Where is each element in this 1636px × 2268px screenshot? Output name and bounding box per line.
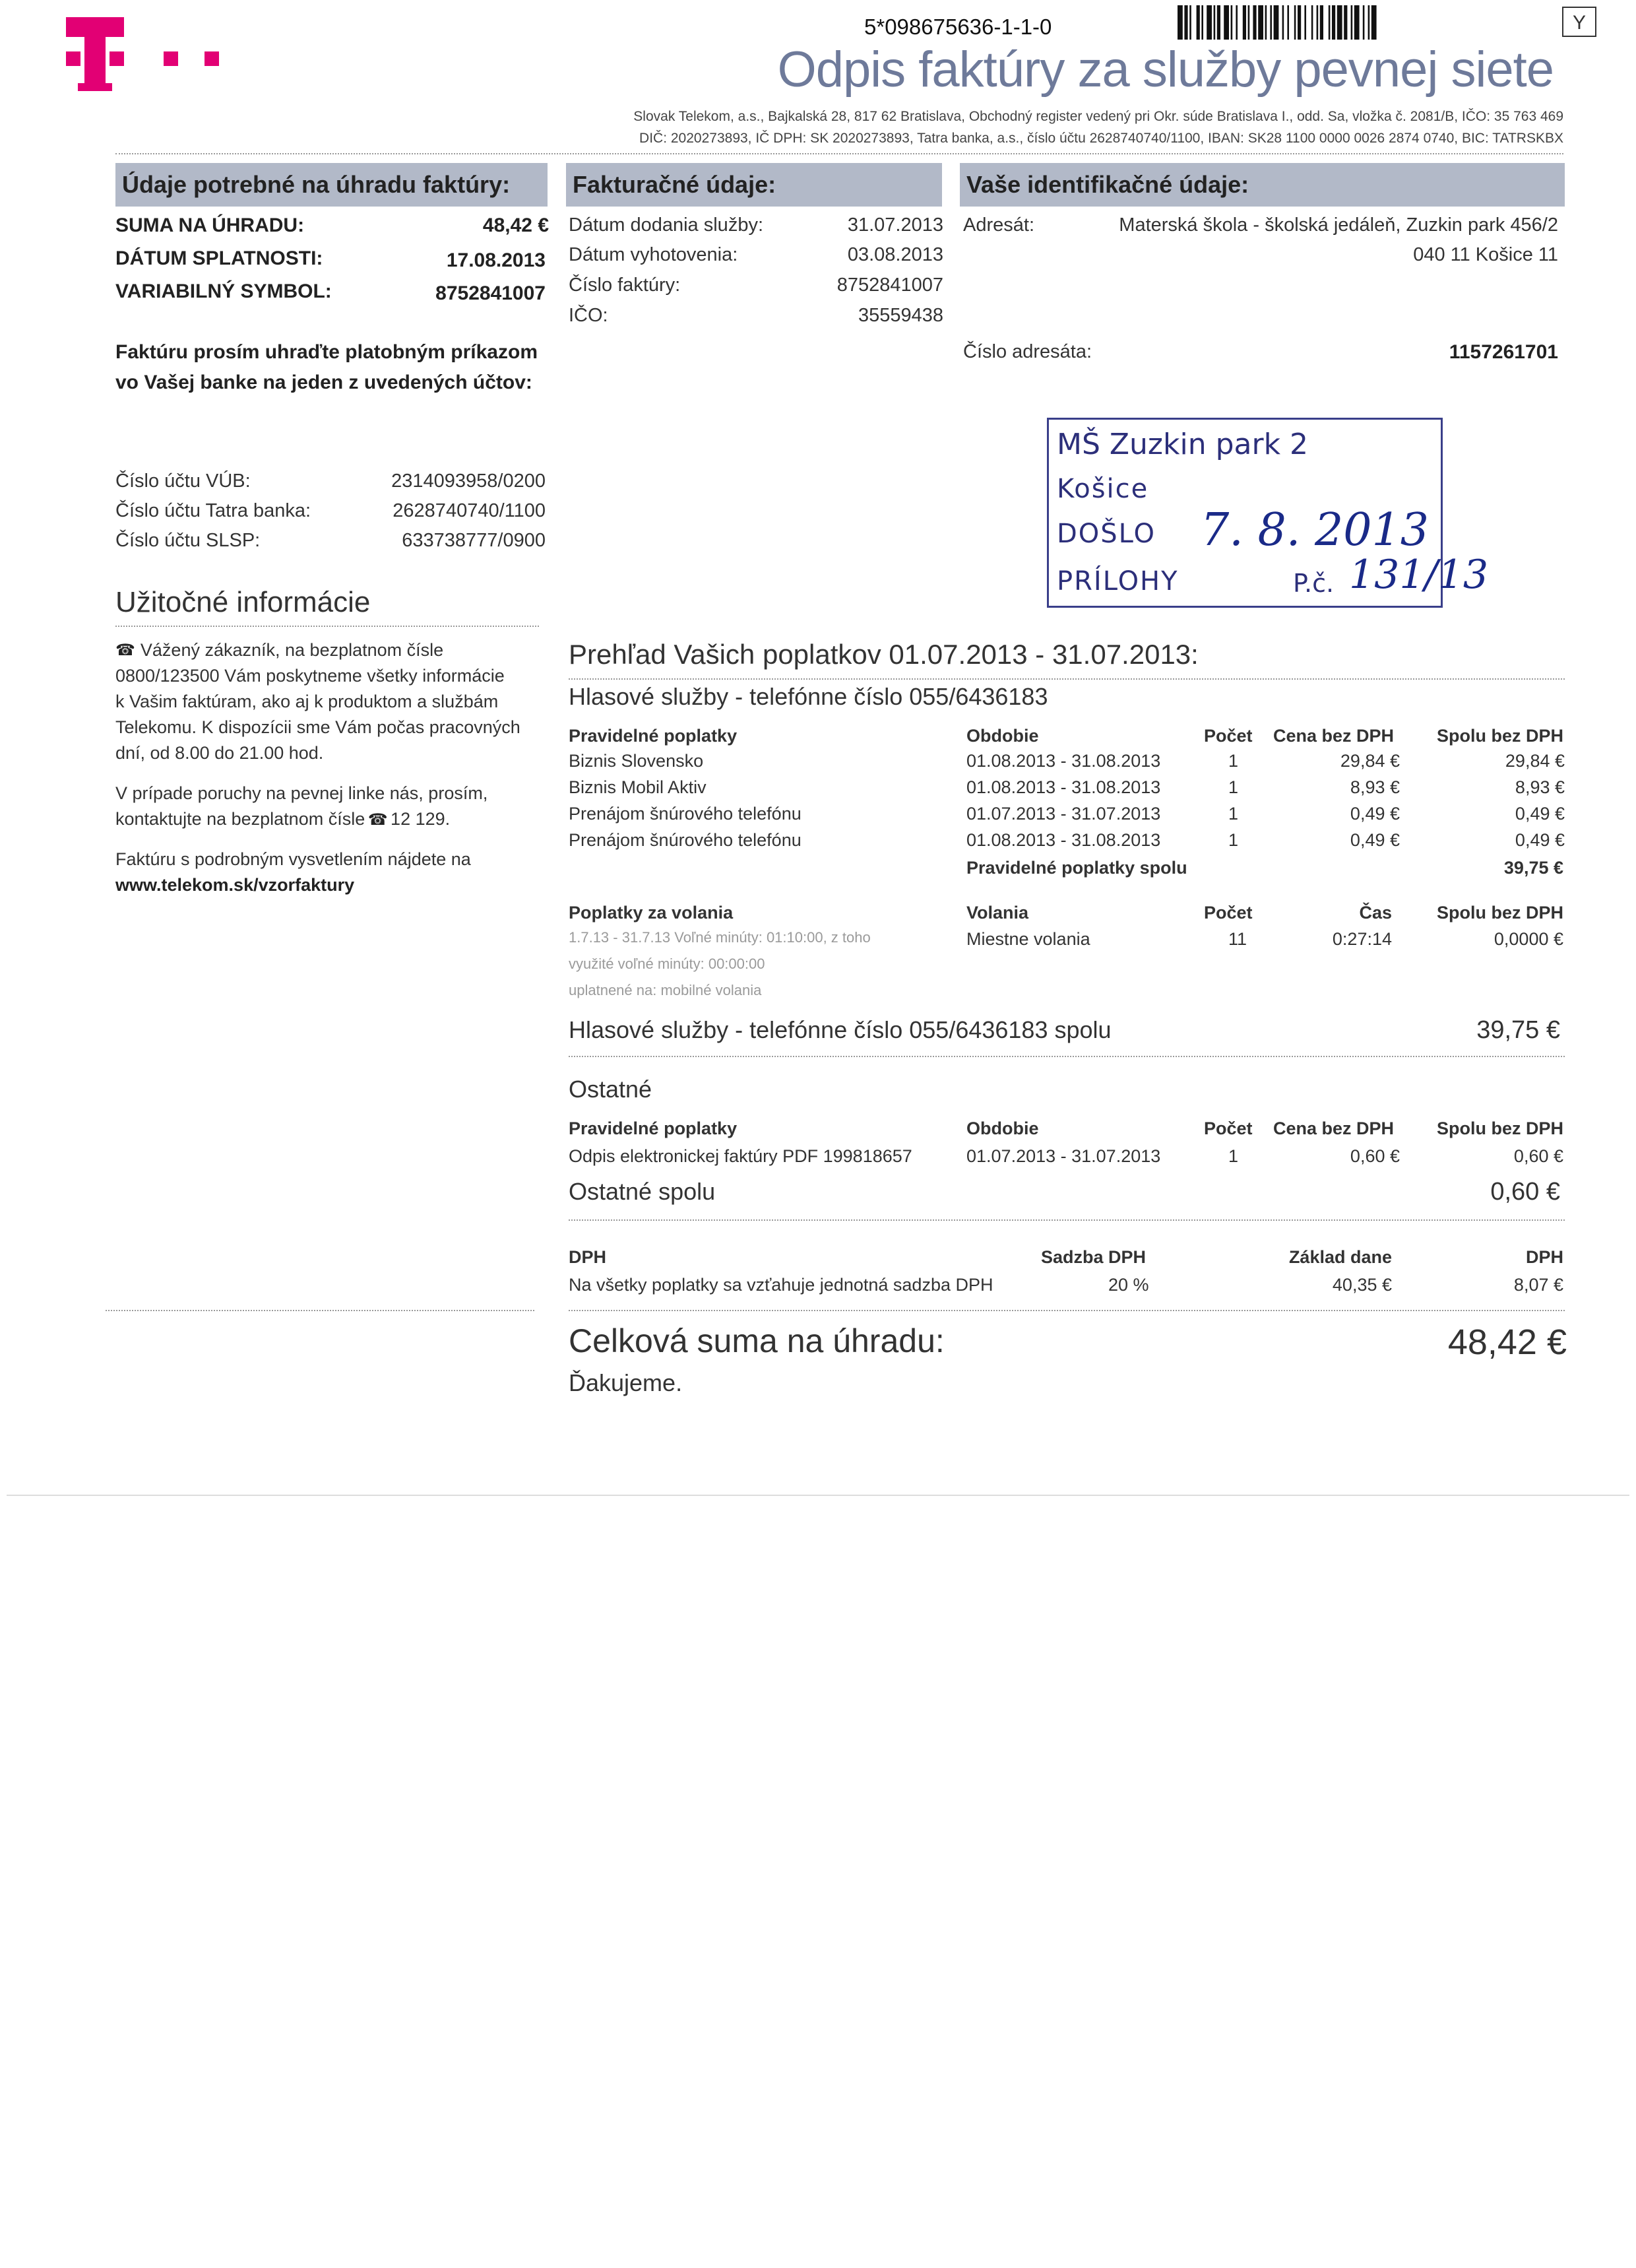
barcode-bar	[1320, 5, 1323, 40]
barcode-bar	[1178, 5, 1183, 40]
payment-instruction: Faktúru prosím uhraďte platobným príkazom	[115, 341, 538, 363]
stamp-line: Košice	[1057, 474, 1149, 504]
overview-divider	[569, 678, 1565, 680]
payment-label: VARIABILNÝ SYMBOL:	[115, 280, 332, 302]
stamp-pc-label: P.č.	[1293, 569, 1335, 598]
barcode-bar	[1236, 5, 1238, 40]
header-divider	[115, 153, 1563, 154]
col-header: Cena bez DPH	[1273, 1118, 1395, 1138]
barcode-bar	[1311, 5, 1313, 40]
regular-sum-label: Pravidelné poplatky spolu	[966, 858, 1187, 878]
useful-line	[115, 809, 538, 829]
useful-text: 0800/123500 Vám poskytneme všetky informácie	[115, 666, 505, 686]
row-name: Prenájom šnúrového telefónu	[569, 804, 802, 824]
barcode-bar	[1371, 5, 1377, 40]
row-period: 01.08.2013 - 31.08.2013	[966, 751, 1161, 771]
scan-edge-line	[7, 1495, 1629, 1496]
useful-text: 12 129.	[391, 809, 451, 829]
other-heading: Ostatné	[569, 1076, 652, 1103]
vat-name: Na všetky poplatky sa vzťahuje jednotná sadzba DPH	[569, 1275, 993, 1295]
useful-divider	[115, 626, 539, 627]
col-header: Obdobie	[966, 726, 1039, 746]
payment-value: 48,42 €	[482, 214, 549, 236]
barcode-bar	[1344, 5, 1347, 40]
other-period: 01.07.2013 - 31.07.2013	[966, 1146, 1161, 1166]
other-name: Odpis elektronickej faktúry PDF 199818657	[569, 1146, 912, 1166]
table-row	[569, 751, 1565, 777]
account-value: 2628740740/1100	[393, 500, 546, 521]
handwritten-number: 131/13	[1349, 552, 1489, 598]
account-value: 2314093958/0200	[391, 470, 546, 492]
col-header: Poplatky za volania	[569, 903, 734, 923]
handwritten-date: 7. 8. 2013	[1201, 504, 1430, 556]
barcode-bar	[1287, 5, 1289, 40]
col-header: Počet	[1204, 726, 1253, 746]
addressee-label: Adresát:	[963, 214, 1034, 236]
row-total: 0,49 €	[1515, 830, 1565, 850]
barcode-bar	[1274, 5, 1279, 40]
useful-text: Telekomu. K dispozícii sme Vám počas pracovných	[115, 717, 520, 737]
vat-base: 40,35 €	[1332, 1275, 1392, 1295]
addressee-number-label: Číslo adresáta:	[963, 341, 1092, 362]
useful-text: V prípade poruchy na pevnej linke nás, prosím,	[115, 783, 488, 803]
barcode-bar	[1207, 5, 1212, 40]
account-label: Číslo účtu SLSP:	[115, 530, 261, 551]
vat-rate: 20 %	[1108, 1275, 1149, 1295]
col-header: DPH	[1525, 1247, 1563, 1267]
regular-rows	[569, 751, 1565, 857]
addressee-address: 040 11 Košice 11	[1413, 244, 1558, 265]
stamp-line: DOŠLO	[1057, 519, 1156, 549]
overview-title: Prehľad Vašich poplatkov 01.07.2013 - 31.07.2013:	[569, 639, 1199, 670]
useful-line	[115, 640, 538, 661]
phone-icon: ☎	[367, 811, 388, 829]
barcode-bar	[1265, 5, 1267, 40]
payment-label: DÁTUM SPLATNOSTI:	[115, 247, 323, 269]
col-header: Obdobie	[966, 1118, 1039, 1138]
legal-line-1: Slovak Telekom, a.s., Bajkalská 28, 817 62 Bratislava, Obchodný register vedený pri Okr. súde Bratislava I., odd. Sa, vložka č. 2081/B, IČO: 35 763 469	[633, 109, 1563, 124]
row-price: 8,93 €	[1350, 777, 1400, 797]
col-header: Počet	[1204, 903, 1253, 923]
thanks-text: Ďakujeme.	[569, 1369, 683, 1396]
useful-text: kontaktujte na bezplatnom čísle	[115, 809, 365, 829]
barcode-bar	[1298, 5, 1301, 40]
invoice-value: 31.07.2013	[847, 214, 943, 236]
voice-heading: Hlasové služby - telefónne číslo 055/6436183	[569, 683, 1048, 710]
other-count: 1	[1228, 1146, 1239, 1166]
barcode-bar	[1363, 5, 1365, 40]
barcode-bar	[1243, 5, 1246, 40]
invoice-label: IČO:	[569, 305, 608, 326]
useful-text: Vážený zákazník, na bezplatnom čísle	[140, 640, 444, 660]
invoice-value: 03.08.2013	[847, 244, 943, 265]
y-box: Y	[1562, 7, 1596, 37]
addressee-name: Materská škola - školská jedáleň, Zuzkin park 456/2	[1119, 214, 1558, 236]
barcode-bar	[1189, 5, 1191, 40]
barcode-bar	[1231, 5, 1233, 40]
stamp-line: MŠ Zuzkin park 2	[1057, 428, 1309, 461]
col-header: Spolu bez DPH	[1436, 726, 1563, 746]
other-total: 0,60 €	[1513, 1146, 1563, 1166]
row-price: 0,49 €	[1350, 804, 1400, 824]
other-sum-value: 0,60 €	[1490, 1178, 1560, 1206]
addressee-number: 1157261701	[1449, 341, 1558, 363]
row-count: 1	[1228, 751, 1239, 771]
call-note: uplatnené na: mobilné volania	[569, 982, 762, 998]
account-label: Číslo účtu Tatra banka:	[115, 500, 311, 521]
vat-divider	[569, 1310, 1565, 1311]
row-period: 01.07.2013 - 31.07.2013	[966, 804, 1161, 824]
other-sum-label: Ostatné spolu	[569, 1178, 716, 1205]
invoice-label: Dátum dodania služby:	[569, 214, 763, 236]
barcode-bar	[1304, 5, 1306, 40]
col-header: Počet	[1204, 1118, 1253, 1138]
invoice-value: 8752841007	[836, 275, 943, 296]
col-header: Čas	[1359, 903, 1392, 923]
barcode	[1178, 5, 1527, 40]
barcode-bar	[1351, 5, 1353, 40]
useful-info-text	[115, 640, 538, 895]
row-period: 01.08.2013 - 31.08.2013	[966, 777, 1161, 797]
col-header: Spolu bez DPH	[1436, 903, 1563, 923]
barcode-bar	[1248, 5, 1250, 40]
received-stamp	[1047, 418, 1489, 608]
other-divider	[569, 1219, 1565, 1221]
table-row	[569, 830, 1565, 857]
barcode-bar	[1337, 5, 1342, 40]
row-name: Biznis Slovensko	[569, 751, 704, 771]
other-price: 0,60 €	[1350, 1146, 1400, 1166]
barcode-bar	[1197, 5, 1200, 40]
col-header: Sadzba DPH	[1041, 1247, 1147, 1267]
row-price: 0,49 €	[1350, 830, 1400, 850]
useful-text: k Vašim faktúram, ako aj k produktom a službám	[115, 692, 499, 711]
barcode-bar	[1258, 5, 1263, 40]
table-row	[569, 804, 1565, 830]
call-note: 1.7.13 - 31.7.13 Voľné minúty: 01:10:00, z toho	[569, 929, 871, 946]
identification-heading: Vaše identifikačné údaje:	[960, 163, 1565, 207]
payment-instruction: vo Vašej banke na jeden z uvedených účtov:	[115, 372, 532, 393]
call-note: využité voľné minúty: 00:00:00	[569, 956, 765, 972]
barcode-bar	[1201, 5, 1203, 40]
barcode-bar	[1184, 5, 1187, 40]
account-label: Číslo účtu VÚB:	[115, 470, 251, 492]
barcode-bar	[1294, 5, 1296, 40]
row-period: 01.08.2013 - 31.08.2013	[966, 830, 1161, 850]
useful-info-heading: Užitočné informácie	[115, 586, 371, 618]
voice-divider	[569, 1056, 1565, 1057]
row-count: 1	[1228, 830, 1239, 850]
barcode-bar	[1224, 5, 1229, 40]
barcode-bar	[1317, 5, 1319, 40]
useful-text: Faktúru s podrobným vysvetlením nájdete na	[115, 849, 471, 869]
call-name: Miestne volania	[966, 929, 1090, 949]
col-header: Spolu bez DPH	[1436, 1118, 1563, 1138]
grand-total-value: 48,42 €	[1447, 1322, 1567, 1362]
barcode-bar	[1253, 5, 1256, 40]
barcode-bar	[1217, 5, 1220, 40]
col-header: Základ dane	[1288, 1247, 1392, 1267]
payment-value: 8752841007	[435, 282, 546, 304]
vat-value: 8,07 €	[1513, 1275, 1563, 1295]
voice-sum-label: Hlasové služby - telefónne číslo 055/6436183 spolu	[569, 1016, 1112, 1043]
barcode-bar	[1214, 5, 1216, 40]
invoice-label: Dátum vyhotovenia:	[569, 244, 738, 265]
legal-line-2: DIČ: 2020273893, IČ DPH: SK 2020273893, Tatra banka, a.s., číslo účtu 2628740740/1100, IBAN: SK28 1100 0000 0026 2874 0740, BIC: TATRSKBX	[639, 131, 1563, 146]
phone-icon: ☎	[115, 641, 135, 659]
barcode-bar	[1332, 5, 1335, 40]
payment-heading: Údaje potrebné na úhradu faktúry:	[115, 163, 548, 207]
row-name: Biznis Mobil Aktiv	[569, 777, 707, 797]
row-price: 29,84 €	[1340, 751, 1400, 771]
stamp-line: PRÍLOHY	[1057, 566, 1179, 597]
voice-sum-value: 39,75 €	[1476, 1016, 1560, 1044]
row-count: 1	[1228, 777, 1239, 797]
call-total: 0,0000 €	[1494, 929, 1563, 949]
barcode-bar	[1282, 5, 1284, 40]
barcode-bar	[1354, 5, 1360, 40]
row-total: 29,84 €	[1505, 751, 1565, 771]
col-header: Volania	[966, 903, 1029, 923]
col-header: Cena bez DPH	[1273, 726, 1395, 746]
row-total: 8,93 €	[1515, 777, 1565, 797]
invoice-value: 35559438	[858, 305, 943, 326]
col-header: Pravidelné poplatky	[569, 726, 738, 746]
barcode-bar	[1270, 5, 1272, 40]
invoice-heading: Fakturačné údaje:	[566, 163, 942, 207]
document-code: 5*098675636-1-1-0	[864, 15, 1052, 39]
useful-text: dní, od 8.00 do 21.00 hod.	[115, 743, 324, 763]
payment-label: SUMA NA ÚHRADU:	[115, 214, 305, 236]
row-total: 0,49 €	[1515, 804, 1565, 824]
table-row	[569, 777, 1565, 804]
barcode-bar	[1329, 5, 1331, 40]
account-value: 633738777/0900	[402, 530, 546, 551]
col-header: DPH	[569, 1247, 607, 1267]
row-count: 1	[1228, 804, 1239, 824]
grand-total-label: Celková suma na úhradu:	[569, 1322, 945, 1359]
page-title: Odpis faktúry za služby pevnej siete	[777, 42, 1554, 98]
col-header: Pravidelné poplatky	[569, 1118, 738, 1138]
payment-value: 17.08.2013	[446, 249, 546, 271]
barcode-bar	[1368, 5, 1370, 40]
call-time: 0:27:14	[1332, 929, 1392, 949]
vzorfaktury-link[interactable]: www.telekom.sk/vzorfaktury	[115, 875, 355, 895]
left-bottom-divider	[106, 1310, 534, 1311]
regular-sum-value: 39,75 €	[1503, 858, 1563, 878]
row-name: Prenájom šnúrového telefónu	[569, 830, 802, 850]
telekom-t-logo	[66, 17, 237, 96]
invoice-label: Číslo faktúry:	[569, 275, 681, 296]
call-count: 11	[1228, 929, 1247, 949]
